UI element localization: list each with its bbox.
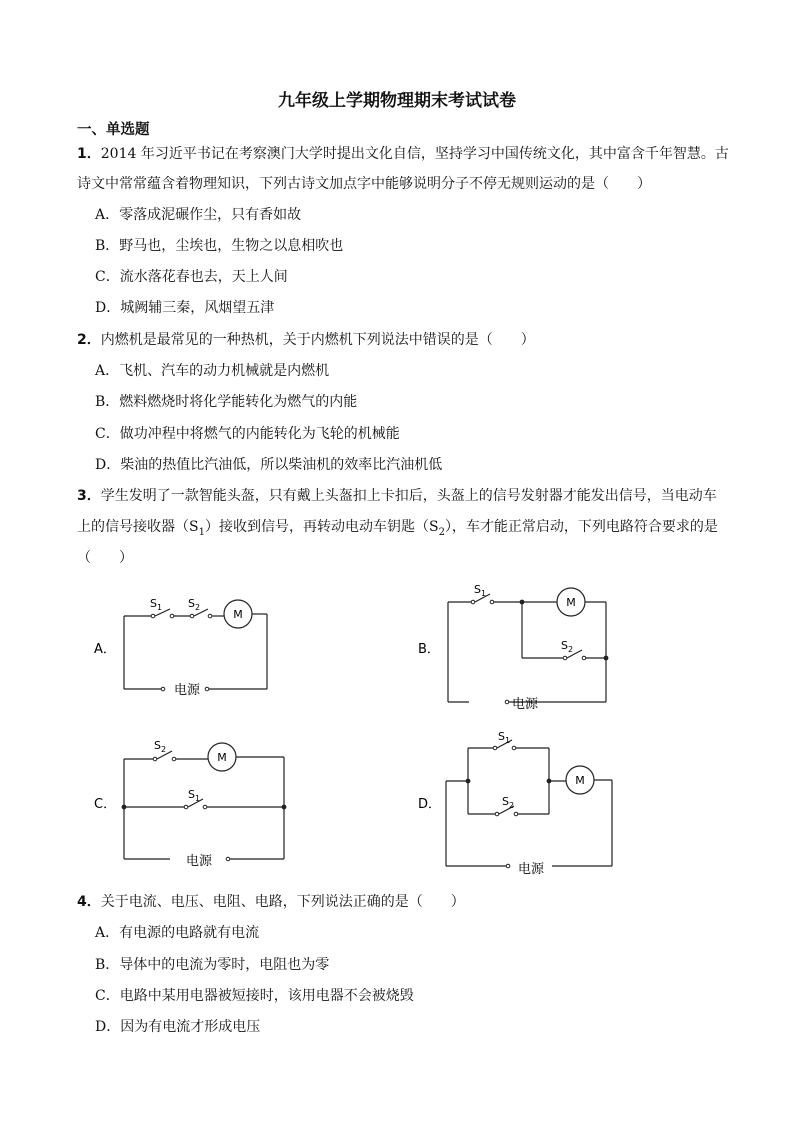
circuit-c-s1-label: $S_1$ <box>188 788 201 803</box>
circuit-a-s2-label: $S_2$ <box>188 597 201 612</box>
question-2-number: 2． <box>77 332 101 348</box>
circuit-d-s1-label: $S_1$ <box>498 730 511 745</box>
question-1-line-1 <box>77 144 729 164</box>
question-2-option-b[interactable]: B．燃料燃烧时将化学能转化为燃气的内能 <box>95 394 358 410</box>
circuit-b-power-source: 电源 <box>512 697 539 712</box>
question-2-text-1: 内燃机是最常见的一种热机，关于内燃机下列说法中错误的是（ ） <box>100 332 535 348</box>
question-4-number: 4． <box>77 894 101 910</box>
question-2-option-d[interactable]: D．柴油的热值比汽油低，所以柴油机的效率比汽油机低 <box>95 457 443 473</box>
question-4-option-a[interactable]: A．有电源的电路就有电流 <box>95 925 260 941</box>
question-2-option-c[interactable]: C．做功冲程中将燃气的内能转化为飞轮的机械能 <box>95 426 400 442</box>
question-3-s1-subscript: 1 <box>198 526 205 538</box>
circuit-c-diagram[interactable] <box>90 735 290 870</box>
question-4-text-1: 关于电流、电压、电阻、电路，下列说法正确的是（ ） <box>100 894 465 910</box>
question-4-option-d[interactable]: D．因为有电流才形成电压 <box>95 1019 261 1035</box>
page-title: 九年级上学期物理期末考试试卷 <box>278 91 516 111</box>
question-1-option-b[interactable]: B．野马也，尘埃也，生物之以息相吹也 <box>95 238 344 254</box>
circuit-d-s2-label: $S_2$ <box>502 795 515 810</box>
circuit-d-power-source: 电源 <box>518 862 545 877</box>
question-1-option-c[interactable]: C．流水落花春也去，天上人间 <box>95 269 288 285</box>
question-3-text-3: （ ） <box>77 550 133 566</box>
question-4-line-1 <box>77 892 465 912</box>
question-2-option-a[interactable]: A．飞机、汽车的动力机械就是内燃机 <box>95 363 330 379</box>
circuit-c-power-source: 电源 <box>186 854 213 869</box>
question-1-text-2: 诗文中常常蕴含着物理知识，下列古诗文加点字中能够说明分子不停无规则运动的是（ ） <box>77 176 651 192</box>
circuit-b-motor-label: M <box>566 596 576 609</box>
question-1-number: 1． <box>77 146 101 162</box>
circuit-a-motor-label: M <box>233 608 243 621</box>
question-3-text-1: 学生发明了一款智能头盔，只有戴上头盔扣上卡扣后，头盔上的信号发射器才能发出信号，当电动车 <box>100 488 717 504</box>
circuit-c-label: C． <box>94 797 117 812</box>
circuit-b-s2-label: $S_2$ <box>561 639 574 654</box>
circuit-a-label: A． <box>94 642 116 657</box>
circuit-b-s1-label: $S_1$ <box>474 583 487 598</box>
circuit-b-diagram[interactable] <box>414 578 614 718</box>
circuit-c-s2-label: $S_2$ <box>154 739 167 754</box>
question-3-line-1 <box>77 486 717 506</box>
circuit-d-label: D． <box>418 797 442 812</box>
circuit-d-motor-label: M <box>575 774 585 787</box>
section-heading: 一、单选题 <box>77 122 150 138</box>
circuit-c-motor-label: M <box>217 751 227 764</box>
question-2-line-1 <box>77 330 535 350</box>
circuit-a-diagram[interactable] <box>90 590 280 702</box>
question-4-option-c[interactable]: C．电路中某用电器被短接时，该用电器不会被烧毁 <box>95 988 414 1004</box>
question-4-option-b[interactable]: B．导体中的电流为零时，电阻也为零 <box>95 957 330 973</box>
circuit-d-diagram[interactable] <box>414 728 624 878</box>
question-1-text-1: 2014 年习近平书记在考察澳门大学时提出文化自信，坚持学习中国传统文化，其中富含千年智慧。古 <box>100 146 729 162</box>
question-3-text-2c: ），车才能正常启动，下列电路符合要求的是 <box>444 519 718 535</box>
circuit-a-s1-label: $S_1$ <box>150 597 163 612</box>
question-3-s2-subscript: 2 <box>438 526 445 538</box>
question-1-option-a[interactable]: A．零落成泥碾作尘，只有香如故 <box>95 207 302 223</box>
question-3-number: 3． <box>77 488 101 504</box>
question-3-text-2a: 上的信号接收器（S <box>77 519 199 535</box>
question-3-text-2b: ）接收到信号，再转动电动车钥匙（S <box>204 519 439 535</box>
question-1-option-d[interactable]: D．城阙辅三秦，风烟望五津 <box>95 300 275 316</box>
circuit-b-label: B． <box>418 642 440 657</box>
circuit-a-power-source: 电源 <box>174 683 201 698</box>
question-3-line-2 <box>77 517 718 543</box>
